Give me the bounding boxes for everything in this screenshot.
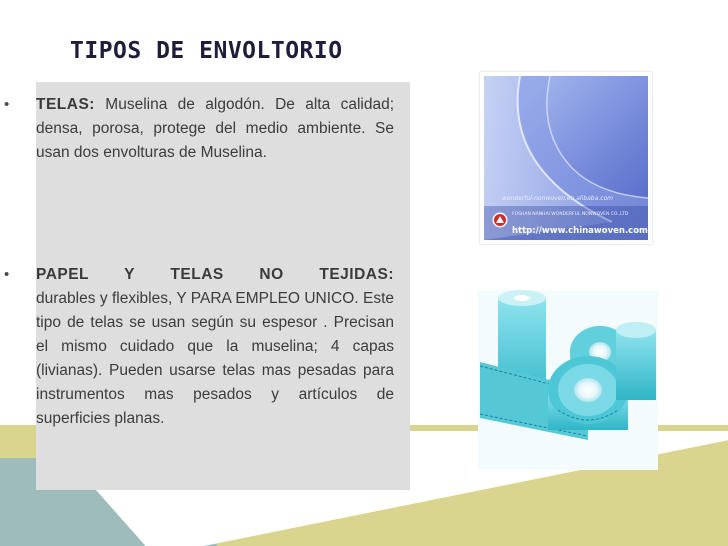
company-logo-icon bbox=[492, 212, 508, 228]
bullet-heading: TELAS: bbox=[36, 96, 95, 113]
slide-title: TIPOS DE ENVOLTORIO bbox=[70, 38, 343, 64]
bullet-text: Muselina de algodón. De alta calidad; densa, porosa, protege del medio ambiente. Se usan dos envolturas de Muselina. bbox=[36, 96, 394, 161]
fabric-photo bbox=[480, 72, 652, 244]
bullet-item-telas bbox=[4, 93, 394, 165]
bullet-heading: PAPEL Y TELAS NO TEJIDAS: bbox=[36, 266, 394, 283]
bullet-text: durables y flexibles, Y PARA EMPLEO UNICO. Este tipo de telas se usan según su espesor . Precisan el mismo cuidado que la muselina; 4 capas (livianas). Pueden usarse telas mas pesadas para instrumentos mas pesados y artículos de superficies planas. bbox=[36, 290, 394, 427]
rolls-illustration bbox=[478, 290, 658, 470]
image-caption-company: FOSHAN NANHAI WONDERFUL NONWOVEN CO.,LTD bbox=[512, 212, 629, 217]
bullet-icon: • bbox=[4, 96, 10, 113]
sterilization-rolls-photo bbox=[478, 290, 658, 470]
image-caption-site: wonderful-nonwoven.en.alibaba.com bbox=[502, 195, 614, 202]
bullet-icon: • bbox=[4, 266, 10, 283]
bullet-item-papel bbox=[4, 263, 394, 431]
image-caption-url: http://www.chinawoven.com bbox=[512, 226, 648, 236]
